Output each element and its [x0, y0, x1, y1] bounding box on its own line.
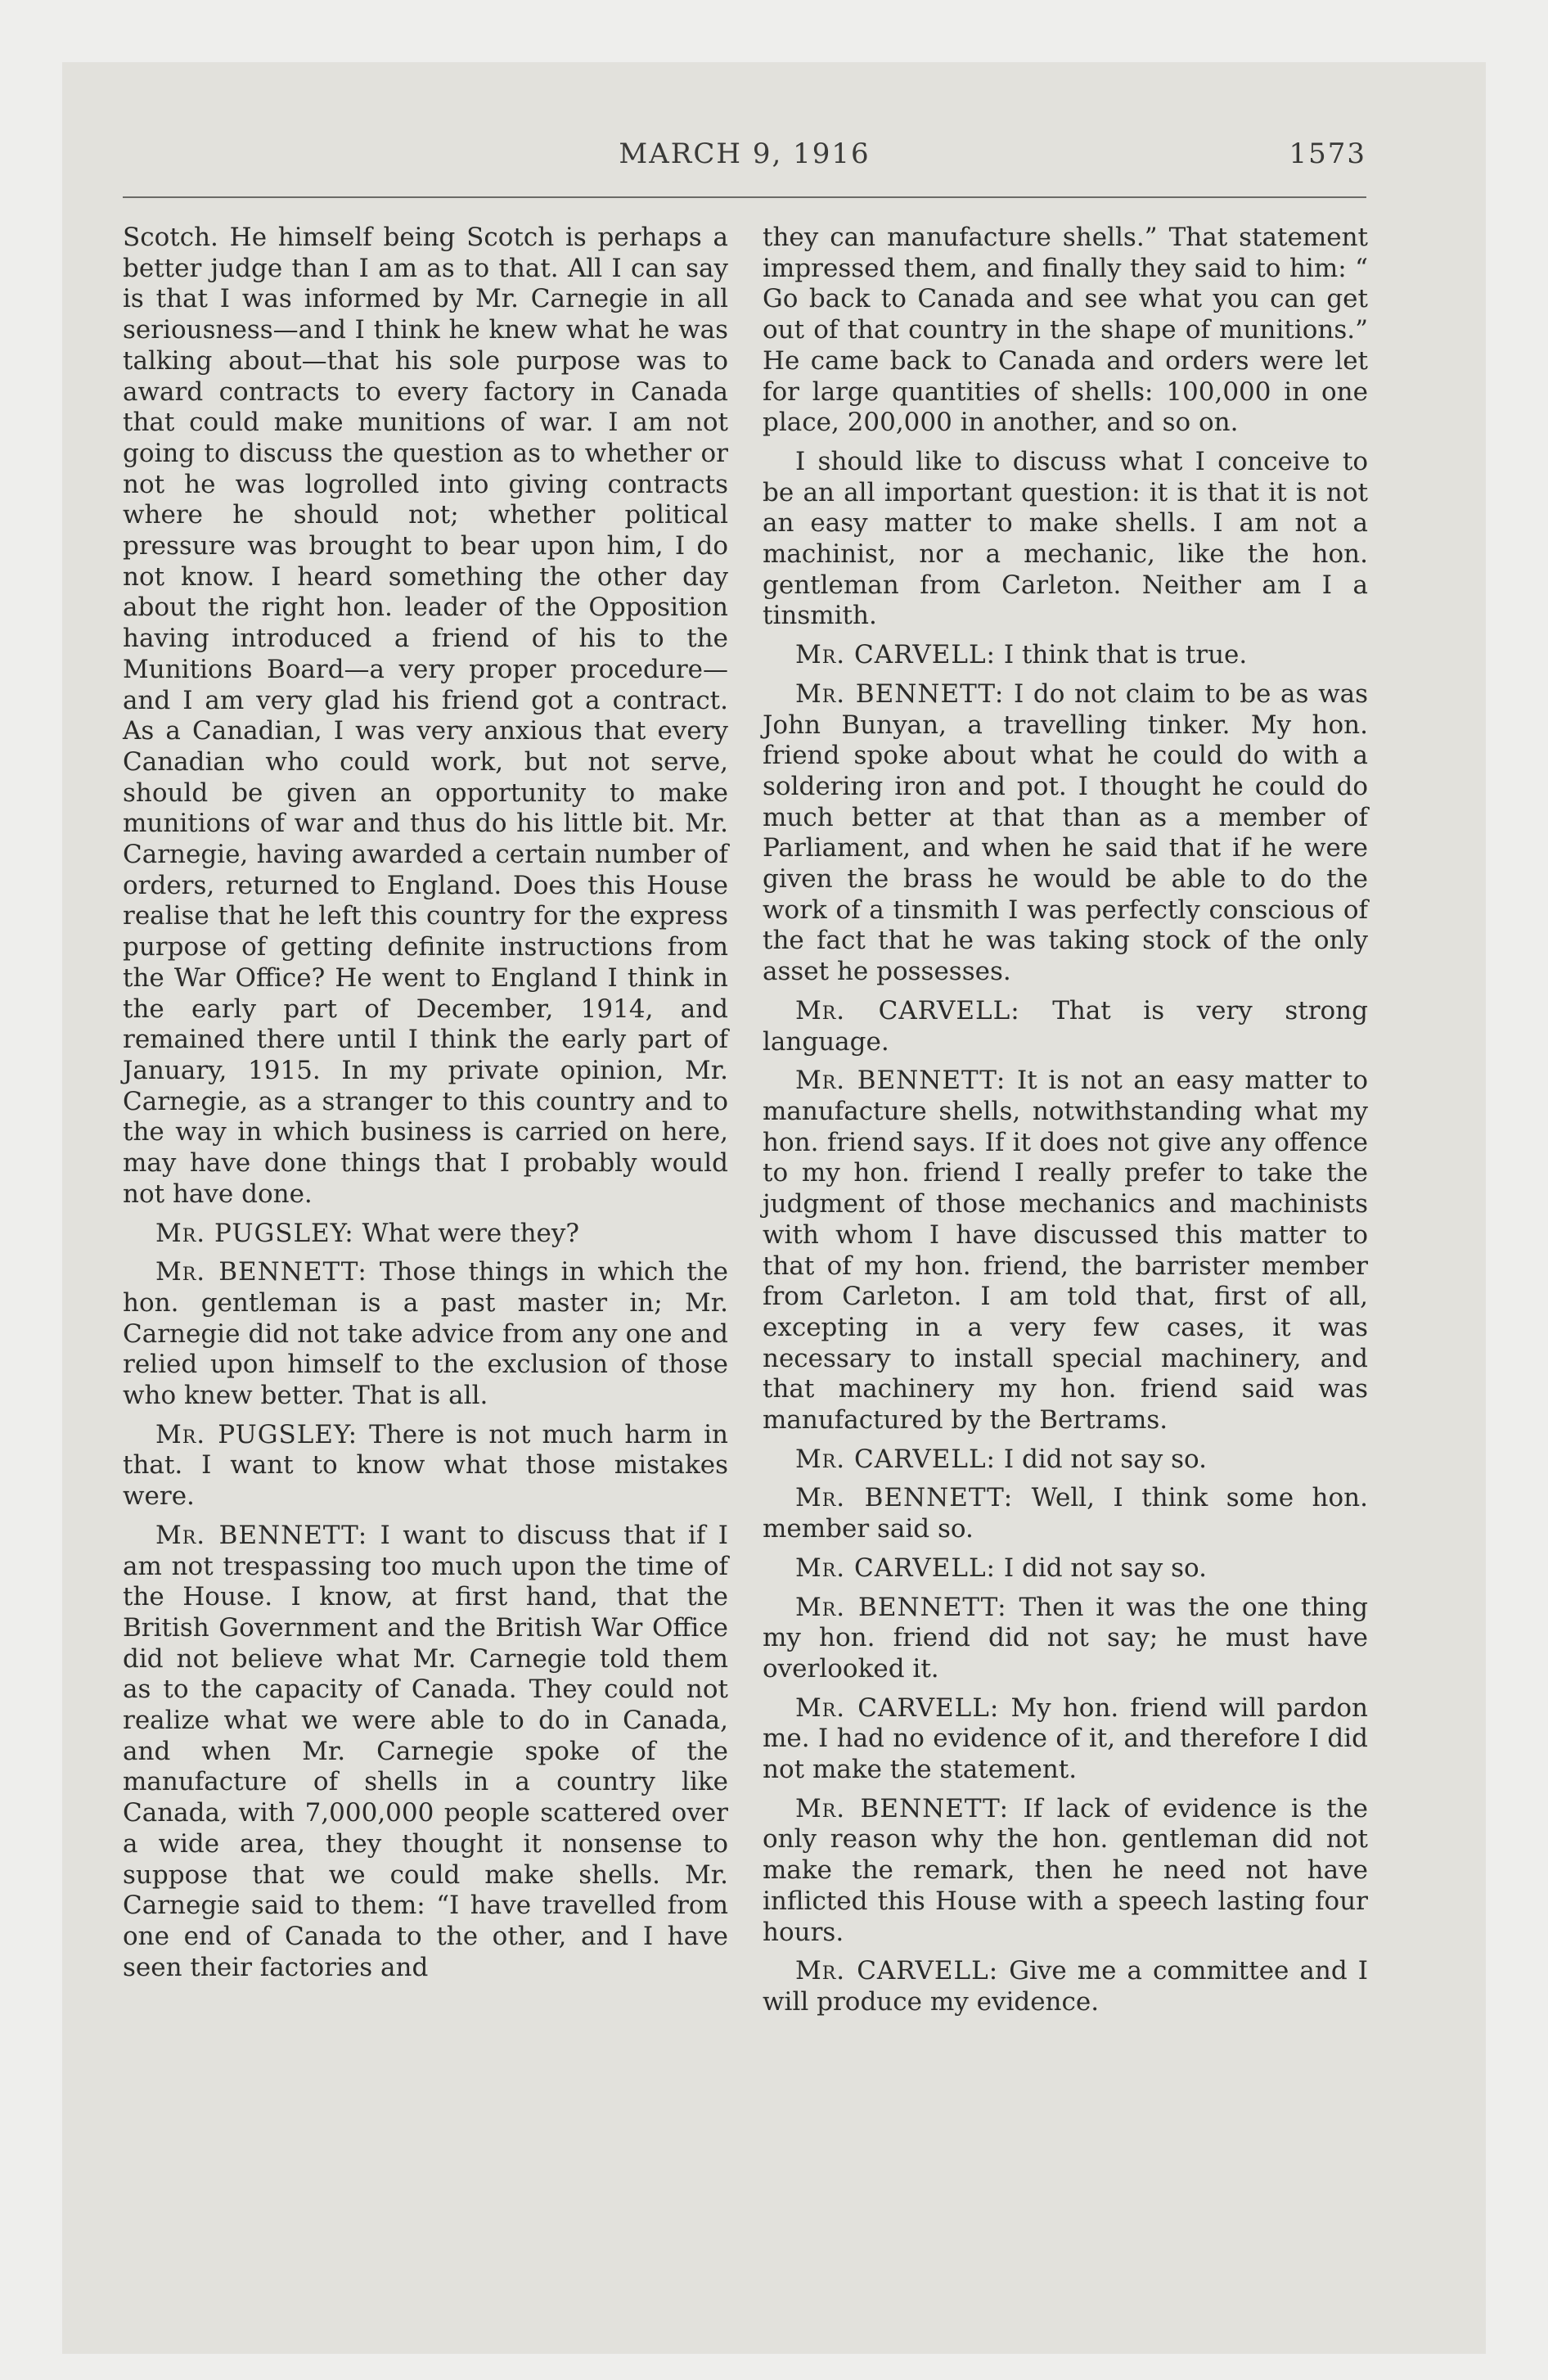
paragraph-text: Give me a committee and I will produce my evidence.	[763, 1956, 1368, 2017]
paragraph-text: I do not claim to be as was John Bunyan, a travelling tinker. My hon. friend spoke about what he could do with a soldering iron and pot. I thought he could do much better at that than as a member of Parliament, and when he said that if he were given the brass he would be able to do the work of a tinsmith I was perfectly conscious of the fact that he was taking stock of the only asset he possesses.	[763, 678, 1368, 987]
speaker-name: Mr. BENNETT:	[155, 1257, 367, 1287]
paragraph	[763, 1445, 1368, 1476]
speaker-name: Mr. CARVELL:	[795, 1956, 999, 1986]
paragraph-text: I should like to discuss what I conceive to be an all important question: it is that it is not an easy matter to make shells. I am not a machinist, nor a mechanic, like the hon. gentleman from Carleton. Neither am I a tinsmith.	[763, 446, 1368, 631]
paragraph-text: they can manufacture shells.” That statement impressed them, and finally they said to him: “ Go back to Canada and see what you can get out of that country in the shape of munitions.” He came back to Canada and orders were let for large quantities of shells: 100,000 in one place, 200,000 in another, and so on.	[763, 223, 1368, 438]
paragraph	[763, 447, 1368, 632]
speaker-name: Mr. BENNETT:	[155, 1520, 368, 1550]
right-column	[763, 223, 1368, 2026]
paragraph	[763, 1066, 1368, 1436]
paragraph	[763, 1553, 1368, 1584]
paragraph	[123, 1219, 728, 1250]
speaker-name: Mr. CARVELL:	[795, 1444, 996, 1474]
paragraph	[123, 1257, 728, 1412]
paragraph-text: I think that is true.	[1003, 640, 1248, 670]
speaker-name: Mr. PUGSLEY:	[155, 1218, 354, 1248]
paragraph-text: Then it was the one thing my hon. friend did not say; he must have overlooked it.	[763, 1592, 1368, 1684]
paragraph	[123, 1521, 728, 1984]
paragraph-text: Those things in which the hon. gentleman is a past master in; Mr. Carnegie did not take advice from any one and relied upon himself to the exclusion of those who knew better. That is all.	[123, 1257, 728, 1411]
paragraph-text: If lack of evidence is the only reason why the hon. gentleman did not make the remark, then he need not have inflicted this House with a speech lasting four hours.	[763, 1793, 1369, 1947]
paragraph-text: There is not much harm in that. I want to know what those mistakes were.	[123, 1419, 729, 1512]
paragraph	[763, 1483, 1368, 1544]
header-divider	[123, 196, 1366, 198]
paragraph	[123, 223, 728, 1210]
speaker-name: Mr. CARVELL:	[795, 995, 1020, 1025]
speaker-name: Mr. CARVELL:	[795, 1693, 1000, 1723]
paragraph	[763, 640, 1368, 671]
page-date-title: MARCH 9, 1916	[619, 137, 871, 170]
speaker-name: Mr. CARVELL:	[795, 640, 996, 670]
paragraph-text: My hon. friend will pardon me. I had no evidence of it, and therefore I did not make the statement.	[763, 1693, 1368, 1785]
paragraph	[763, 1693, 1368, 1786]
speaker-name: Mr. BENNETT:	[795, 1592, 1007, 1622]
speaker-name: Mr. BENNETT:	[795, 678, 1005, 709]
page-number: 1573	[1289, 137, 1366, 170]
paragraph	[763, 1794, 1368, 1949]
paragraph-text: It is not an easy matter to manufacture shells, notwithstanding what my hon. friend says. If it does not give any offence to my hon. friend I really prefer to take the judgment of those mechanics and machinists with whom I have discussed this matter to that of my hon. friend, the barrister member from Carleton. I am told that, first of all, excepting in a very few cases, it was necessary to install special machinery, and that machinery my hon. friend said was manufactured by the Bertrams.	[763, 1066, 1368, 1436]
paragraph-text: That is very strong language.	[763, 995, 1368, 1057]
paragraph-text: I did not say so.	[1003, 1553, 1207, 1583]
paragraph-text: I did not say so.	[1003, 1444, 1207, 1474]
paragraph	[763, 679, 1368, 988]
speaker-name: Mr. BENNETT:	[795, 1066, 1006, 1096]
paragraph	[763, 223, 1368, 439]
paragraph-text: I want to discuss that if I am not trespassing too much upon the time of the House. I know, at first hand, that the British Government and the British War Office did not believe what Mr. Carnegie told them as to the capacity of Canada. They could not realize what we were able to do in Canada, and when Mr. Carnegie spoke of the manufacture of shells in a country like Canada, with 7,000,000 people scattered over a wide area, they thought it nonsense to suppose that we could make shells. Mr. Carnegie said to them: “I have travelled from one end of Canada to the other, and I have seen their factories and	[123, 1520, 729, 1982]
paragraph-text: What were they?	[362, 1218, 580, 1248]
paragraph	[763, 1956, 1368, 2017]
paragraph	[763, 996, 1368, 1057]
paragraph-text: Well, I think some hon. member said so.	[763, 1483, 1368, 1544]
paragraph	[123, 1420, 728, 1512]
speaker-name: Mr. BENNETT:	[795, 1483, 1014, 1513]
paragraph-text: Scotch. He himself being Scotch is perhaps a better judge than I am as to that. All I can say is that I was informed by Mr. Carnegie in all seriousness—and I think he knew what he was talking about—that his sole purpose was to award contracts to every factory in Canada that could make munitions of war. I am not going to discuss the question as to whether or not he was logrolled into giving contracts where he should not; whether political pressure was brought to bear upon him, I do not know. I heard something the other day about the right hon. leader of the Opposition having introduced a friend of his to the Munitions Board—a very proper procedure—and I am very glad his friend got a contract. As a Canadian, I was very anxious that every Canadian who could work, but not serve, should be given an opportunity to make munitions of war and thus do his little bit. Mr. Carnegie, having awarded a certain number of orders, returned to England. Does this House realise that he left this country for the express purpose of getting definite instructions from the War Office? He went to England I think in the early part of December, 1914, and remained there until I think the early part of January, 1915. In my private opinion, Mr. Carnegie, as a stranger to this country and to the way in which business is carried on here, may have done things that I probably would not have done.	[123, 223, 728, 1209]
left-column	[123, 223, 728, 1991]
page-header	[123, 137, 1366, 187]
speaker-name: Mr. BENNETT:	[795, 1793, 1010, 1823]
speaker-name: Mr. PUGSLEY:	[155, 1419, 358, 1449]
speaker-name: Mr. CARVELL:	[795, 1553, 996, 1583]
paragraph	[763, 1593, 1368, 1685]
